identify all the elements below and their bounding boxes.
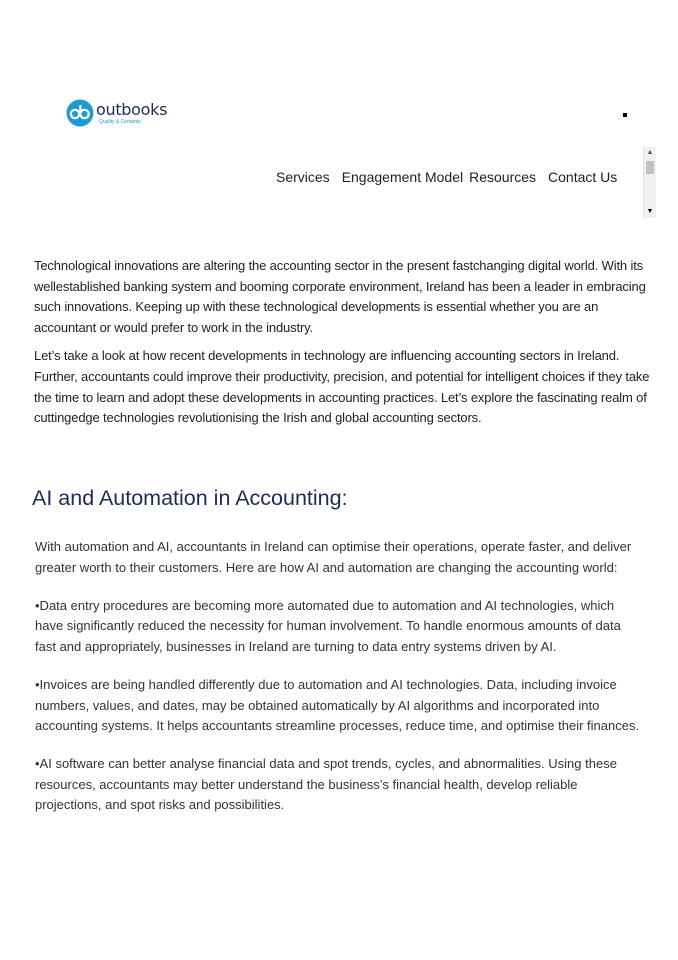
main-nav [276,169,617,185]
outbooks-logo[interactable] [66,99,167,127]
article-intro [34,256,650,437]
nav-scrollbar[interactable] [643,147,656,218]
scroll-up-arrow-icon[interactable]: ▲ [646,149,654,156]
menu-toggle-icon[interactable] [623,113,627,117]
logo-tagline: Quality & Certainty [99,118,141,125]
nav-resources[interactable]: Resources [469,169,537,185]
nav-services[interactable]: Services [276,169,330,185]
bullet-paragraph: •AI software can better analyse financial data and spot trends, cycles, and abnormalities. Using these resources, accountants may better understand the business’s financial health, develop reliable projections, and spot risks and possibilities. [35,756,617,813]
scroll-down-arrow-icon[interactable]: ▼ [646,208,654,215]
section-heading: AI and Automation in Accounting: [32,486,348,510]
outbooks-logo-mark [66,99,94,127]
intro-paragraph: Let’s take a look at how recent developments in technology are influencing accounting sectors in Ireland. Further, accountants could improve their productivity, precision, and potential for intelligent choices if they take the time to learn and adopt these developments in accounting practices. Let’s explore the fascinating realm of cuttingedge technologies revolutionising the Irish and global accounting sectors. [34,348,650,426]
nav-contact-us[interactable]: Contact Us [548,169,618,185]
section-body [35,537,645,834]
intro-paragraph: Technological innovations are altering the accounting sector in the present fastchanging digital world. With its wellestablished banking system and booming corporate environment, Ireland has been a leader in embracing such innovations. Keeping up with these technological developments is essential whether you are an accountant or would prefer to work in the industry. [34,258,646,335]
bullet-paragraph: •Invoices are being handled differently due to automation and AI technologies. Data, including invoice numbers, values, and dates, may be obtained automatically by AI algorithms and incorporated into accounting systems. It helps accountants streamline processes, reduce time, and optimise their finances. [35,676,640,734]
scroll-thumb[interactable] [646,161,654,174]
logo-wordmark: outbooks [96,99,168,119]
bullet-paragraph: •Data entry procedures are becoming more automated due to automation and AI technologies, which have significantly reduced the necessity for human involvement. To handle enormous amounts of data fast and appropriately, businesses in Ireland are turning to data entry systems driven by AI. [35,597,621,654]
body-paragraph: With automation and AI, accountants in Ireland can optimise their operations, operate faster, and deliver greater worth to their customers. Here are how AI and automation are changing the accounting world: [35,539,632,575]
nav-engagement-model[interactable]: Engagement Model [341,169,464,185]
